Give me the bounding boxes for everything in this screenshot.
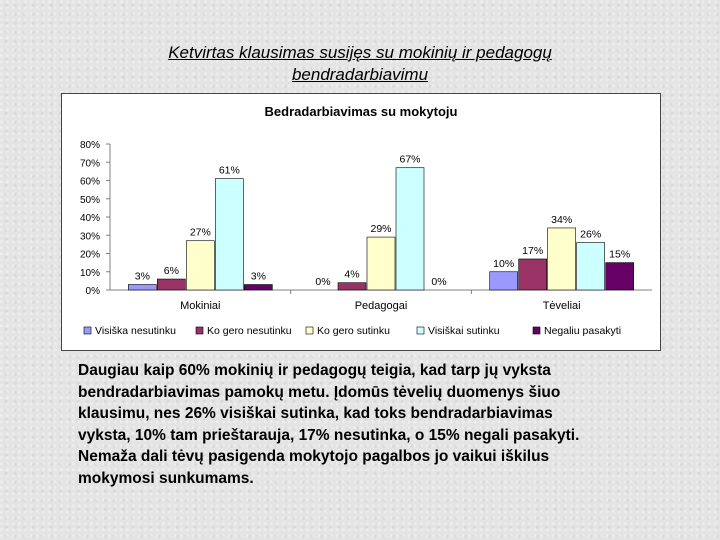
data-label: 0% [431,276,447,288]
bar [548,228,576,290]
legend-swatch [533,327,540,334]
slide-title [0,42,720,86]
body-line: Nemaža dali tėvų pasigenda mokytojo pagalbos jo vaikui iškilus [78,448,550,465]
y-tick-label: 0% [85,286,100,297]
data-label: 4% [344,268,360,281]
body-line: mokymosi sunkumams. [78,469,254,487]
bar [244,285,272,290]
legend-swatch [84,327,91,334]
bar [606,263,634,290]
legend-swatch [306,327,313,334]
y-tick-label: 70% [79,158,100,170]
legend-label: Negaliu pasakyti [544,325,622,337]
legend-swatch [196,327,203,334]
y-tick-label: 60% [79,176,100,188]
y-tick-label: 40% [79,213,100,224]
data-label: 3% [134,270,150,283]
bar [396,168,424,290]
data-label: 67% [399,153,421,166]
legend-label: Visiškai sutinku [428,325,500,337]
data-label: 27% [189,226,211,239]
data-label: 61% [218,164,240,177]
y-tick-label: 50% [79,194,100,206]
legend-swatch [417,327,424,334]
x-category-label: Mokiniai [180,300,221,312]
bar [490,272,518,290]
data-label: 15% [609,248,631,261]
chart-frame [61,93,661,351]
data-label: 10% [493,257,515,270]
bar-chart [62,94,660,350]
bar [367,237,395,290]
y-tick-label: 10% [79,267,100,279]
x-category-label: Tėveliai [542,300,581,312]
bar [577,243,605,290]
slide-title-line-1: Ketvirtas klausimas susijęs su mokinių ir pedagogų [168,43,552,62]
y-tick-label: 80% [79,140,100,151]
slide-title-line-2: bendradarbiavimu [291,65,429,84]
y-tick-label: 20% [79,249,100,261]
body-line: klausimu, nes 26% visiškai sutinka, kad toks bendradarbiavimas [78,405,553,422]
data-label: 17% [522,244,544,257]
data-label: 26% [580,228,602,241]
body-line: bendradarbiavimas pamokų metu. Įdomūs tėvelių duomenys šiuo [78,383,561,401]
bar [186,241,214,290]
chart-title: Bedradarbiavimas su mokytoju [264,104,458,119]
body-line: vyksta, 10% tam prieštarauja, 17% nesutinka, o 15% negali pasakyti. [78,426,580,444]
legend-label: Ko gero sutinku [317,325,390,337]
legend-label: Visiška nesutinku [95,325,176,337]
bar [215,179,243,290]
legend-label: Ko gero nesutinku [207,325,292,337]
body-text [78,360,688,489]
bar [519,259,547,290]
data-label: 34% [551,213,573,226]
data-label: 3% [250,270,266,283]
x-category-label: Pedagogai [354,300,408,312]
bar [128,285,156,290]
data-label: 29% [370,223,392,236]
bar [338,283,366,290]
y-tick-label: 30% [79,231,100,243]
data-label: 6% [163,265,179,278]
data-label: 0% [315,276,331,288]
body-line: Daugiau kaip 60% mokinių ir pedagogų teigia, kad tarp jų vyksta [78,362,551,379]
bar [157,279,185,290]
